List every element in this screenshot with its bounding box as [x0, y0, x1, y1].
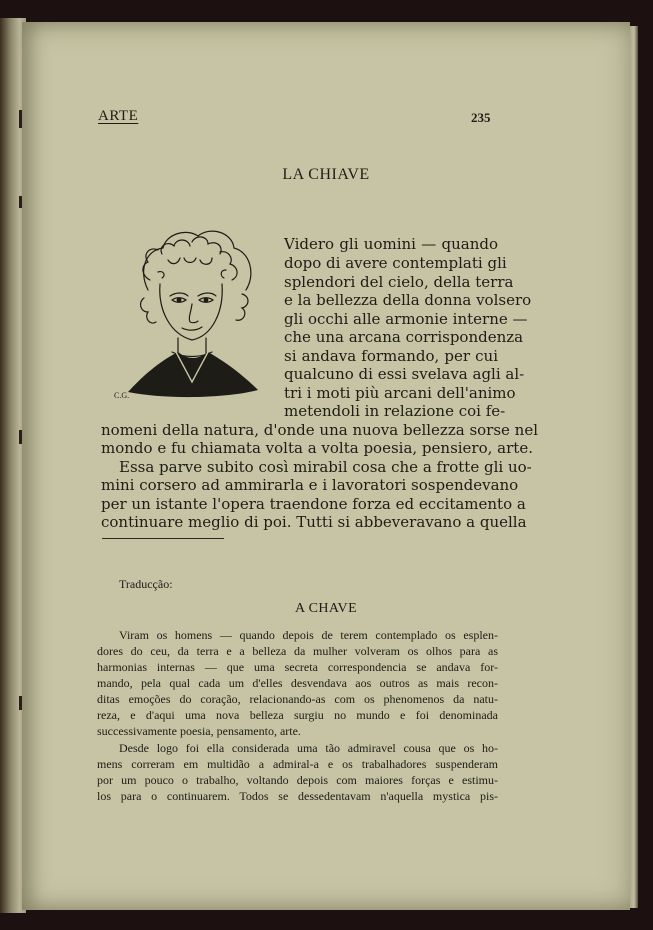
translation-label: Traducção: — [119, 577, 173, 591]
book-page — [22, 22, 630, 910]
italian-text-line: continuare meglio di poi. Tutti si abbeveravano a quella — [101, 513, 527, 531]
italian-text-line: mini corsero ad ammirarla e i lavoratori sospendevano — [101, 476, 519, 494]
translation-text-line: mando, pela qual cada um d'elles desvendava aos outros as mais recon- — [97, 676, 498, 690]
italian-text-line: metendoli in relazione coi fe- — [284, 402, 506, 420]
italian-text-line: mondo e fu chiamata volta a volta poesia, pensiero, arte. — [101, 439, 533, 457]
portrait-illustration — [108, 220, 268, 402]
translation-text-line: por um pouco o trabalho, voltando depois com maiores forças e estimu- — [97, 773, 498, 787]
illustration-monogram: C.G. — [114, 391, 130, 400]
poem-title: LA CHIAVE — [282, 166, 370, 183]
italian-text-line: per un istante l'opera traendone forza ed eccitamento a — [101, 495, 526, 513]
italian-text-line: dopo di avere contemplati gli — [284, 254, 507, 272]
spine-mark — [19, 110, 22, 128]
translation-text-line: Desde logo foi ella considerada uma tão admiravel cousa que os ho- — [119, 741, 498, 755]
italian-text-line: splendori del cielo, della terra — [284, 273, 514, 291]
italian-text-line: che una arcana corrispondenza — [284, 328, 524, 346]
translation-text-line: Viram os homens — quando depois de terem contemplado os esplen- — [119, 628, 498, 642]
italian-text-line: si andava formando, per cui — [284, 347, 498, 365]
italian-text-line: qualcuno di essi svelava agli al- — [284, 365, 525, 383]
translation-text-line: los para o continuarem. Todos se dessedentavam n'aquella mystica pis- — [97, 789, 498, 803]
italian-text-line: gli occhi alle armonie interne — — [284, 310, 528, 328]
spine-mark — [19, 196, 22, 208]
translation-text-line: ditas emoções do coração, relacionando-as com os phenomenos da natu- — [97, 692, 498, 706]
translation-text-line: reza, e d'aqui uma nova belleza surgiu no mundo e foi denominada — [97, 708, 498, 722]
italian-text-line: Videro gli uomini — quando — [284, 235, 498, 253]
running-header: ARTE — [98, 108, 139, 124]
spine-mark — [19, 696, 22, 710]
page-number: 235 — [471, 110, 491, 125]
italian-text-line: e la bellezza della donna volsero — [284, 291, 532, 309]
translation-title: A CHAVE — [294, 601, 358, 616]
italian-text-line: Essa parve subito così mirabil cosa che a frotte gli uo- — [119, 458, 532, 476]
translation-text-line: dores do ceu, da terra e a belleza da mulher volveram os olhos para as — [97, 644, 498, 658]
translation-text-line: mens correram em multidão a admiral-a e os trabalhadores suspenderam — [97, 757, 498, 771]
translation-text-line: successivamente poesia, pensamento, arte. — [97, 724, 301, 738]
italian-text-line: tri i moti più arcani dell'animo — [284, 384, 516, 402]
italian-text-line: nomeni della natura, d'onde una nuova bellezza sorse nel — [101, 421, 539, 439]
translation-text-line: harmonias internas — que uma secreta correspondencia se andava for- — [97, 660, 498, 674]
footnote-rule — [102, 538, 224, 539]
spine-mark — [19, 430, 22, 444]
